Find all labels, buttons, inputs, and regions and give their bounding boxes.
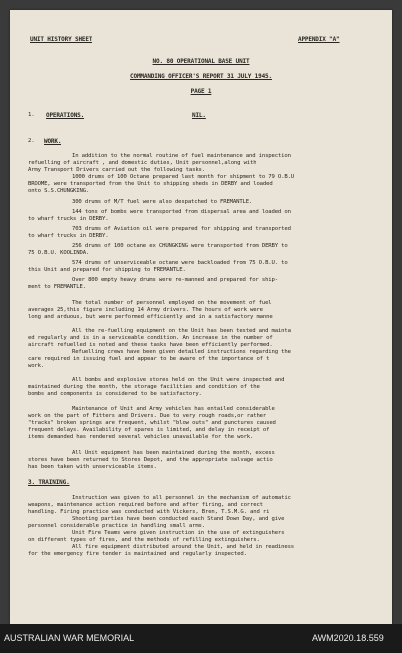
text-line: The total number of personnel employed on the movement of fuel: [72, 300, 272, 306]
text-line: ment to FREMANTLE.: [28, 284, 86, 290]
text-line: personnel considerable practice in handling small arms.: [28, 523, 205, 529]
text-line: weapons, maintenance action required before and after firing, and correct: [28, 502, 263, 508]
document-page: [10, 10, 392, 624]
section-value: NIL.: [192, 112, 206, 119]
text-line: All the re-fuelling equipment on the Unit has been tested and mainta: [72, 328, 291, 334]
text-line: for the emergency fire tender is maintained and regularly inspected.: [28, 551, 247, 557]
text-line: 1000 drums of 100 Octane prepared last month for shipment to 79 O.B.U: [72, 174, 295, 180]
text-line: on different types of fires, and the methods of refilling extinguishers.: [28, 537, 260, 543]
text-line: ed regularly and is in a serviceable condition. An increase in the number of: [28, 335, 273, 341]
text-line: Army Transport Drivers carried out the following tasks.: [28, 167, 205, 173]
footer-bar: [0, 624, 402, 653]
text-line: care required in issuing fuel and appear to be aware of the importance of t: [28, 356, 270, 362]
text-line: frequent delays. Availability of spares is limited, and delay in receipt of: [28, 427, 270, 433]
text-line: work.: [28, 363, 45, 369]
sheet-title: UNIT HISTORY SHEET: [30, 36, 93, 43]
text-line: 75 O.B.U. KOOLINDA.: [28, 250, 90, 256]
text-line: 574 drums of unserviceable octane were backloaded from 75 O.B.U. to: [72, 260, 288, 266]
footer-accession-number: AWM2020.18.559: [312, 633, 384, 643]
text-line: Maintenance of Unit and Army vehicles has entailed considerable: [72, 406, 275, 412]
text-line: "tracks" broken springs are frequent, whilst "blow outs" and punctures caused: [28, 420, 276, 426]
unit-name: NO. 80 OPERATIONAL BASE UNIT: [152, 58, 250, 65]
text-line: aircraft refuelled is noted and these tasks have been efficiently performed.: [28, 342, 273, 348]
footer-credit: AUSTRALIAN WAR MEMORIAL: [4, 633, 135, 643]
appendix-label: APPENDIX "A": [298, 36, 340, 43]
text-line: Instruction was given to all personnel in the mechanism of automatic: [72, 495, 291, 501]
text-line: items demanded has rendered several vehicles unavailable for the work.: [28, 434, 254, 440]
text-line: All bombs and explosive stores held on the Unit were inspected and: [72, 377, 285, 383]
text-line: All fire equipment distributed around the Unit, and held in readiness: [72, 544, 295, 550]
text-line: 144 tons of bombs were transported from dispersal area and loaded on: [72, 209, 291, 215]
text-line: 256 drums of 100 octane ex CHUNGKING were transported from DERBY to: [72, 243, 288, 249]
section-number: 1.: [28, 112, 35, 118]
section-heading: WORK.: [44, 138, 62, 145]
text-line: handling. Firing practice was conducted with Vickers, Bren, T.S.M.G. and ri: [28, 509, 270, 515]
text-line: onto S.S.CHUNGKING.: [28, 188, 90, 194]
text-line: BROOME, were transported from the Unit to shipping sheds in DERBY and loaded: [28, 181, 273, 187]
text-line: Unit Fire Teams were given instruction in the use of extinguishers: [72, 530, 285, 536]
text-line: All Unit equipment has been maintained during the month, excess: [72, 450, 275, 456]
text-line: bombs and components is considered to be satisfactory.: [28, 391, 202, 397]
section-heading: OPERATIONS.: [46, 112, 85, 119]
text-line: 703 drums of Aviation oil were prepared for shipping and transported: [72, 226, 291, 232]
text-line: Over 800 empty heavy drums were re-manned and prepared for ship-: [72, 277, 278, 283]
text-line: this Unit and prepared for shipping to FREMANTLE.: [28, 267, 186, 273]
text-line: averages 25,this figure including 14 Army drivers. The hours of work were: [28, 307, 263, 313]
report-title: COMMANDING OFFICER'S REPORT 31 JULY 1945.: [130, 73, 272, 80]
text-line: stores have been returned to Stores Depot, and the appropriate salvage actio: [28, 457, 273, 463]
text-line: long and arduous, but were performed efficiently and in a satisfactory manne: [28, 314, 273, 320]
text-line: to wharf trucks in DERBY.: [28, 216, 109, 222]
text-line: has been taken with unserviceable items.: [28, 464, 157, 470]
page-number: PAGE 1: [190, 88, 212, 95]
section-heading: 3. TRAINING.: [28, 479, 70, 486]
text-line: Shooting parties have been conducted each Stand Down Day, and give: [72, 516, 285, 522]
text-line: In addition to the normal routine of fuel maintenance and inspection: [72, 153, 291, 159]
text-line: refuelling of aircraft , and domestic duties, Unit personnel,along with: [28, 160, 257, 166]
text-line: 300 drums of M/T fuel were also despatched to FREMANTLE.: [72, 199, 253, 205]
text-line: Refuelling crews have been given detailed instructions regarding the: [72, 349, 291, 355]
text-line: to wharf trucks in DERBY.: [28, 233, 109, 239]
text-line: work on the part of Fitters and Drivers. Due to very rough roads,or rather: [28, 413, 267, 419]
section-number: 2.: [28, 138, 35, 144]
text-line: maintained during the month, the storage facilities and condition of the: [28, 384, 260, 390]
